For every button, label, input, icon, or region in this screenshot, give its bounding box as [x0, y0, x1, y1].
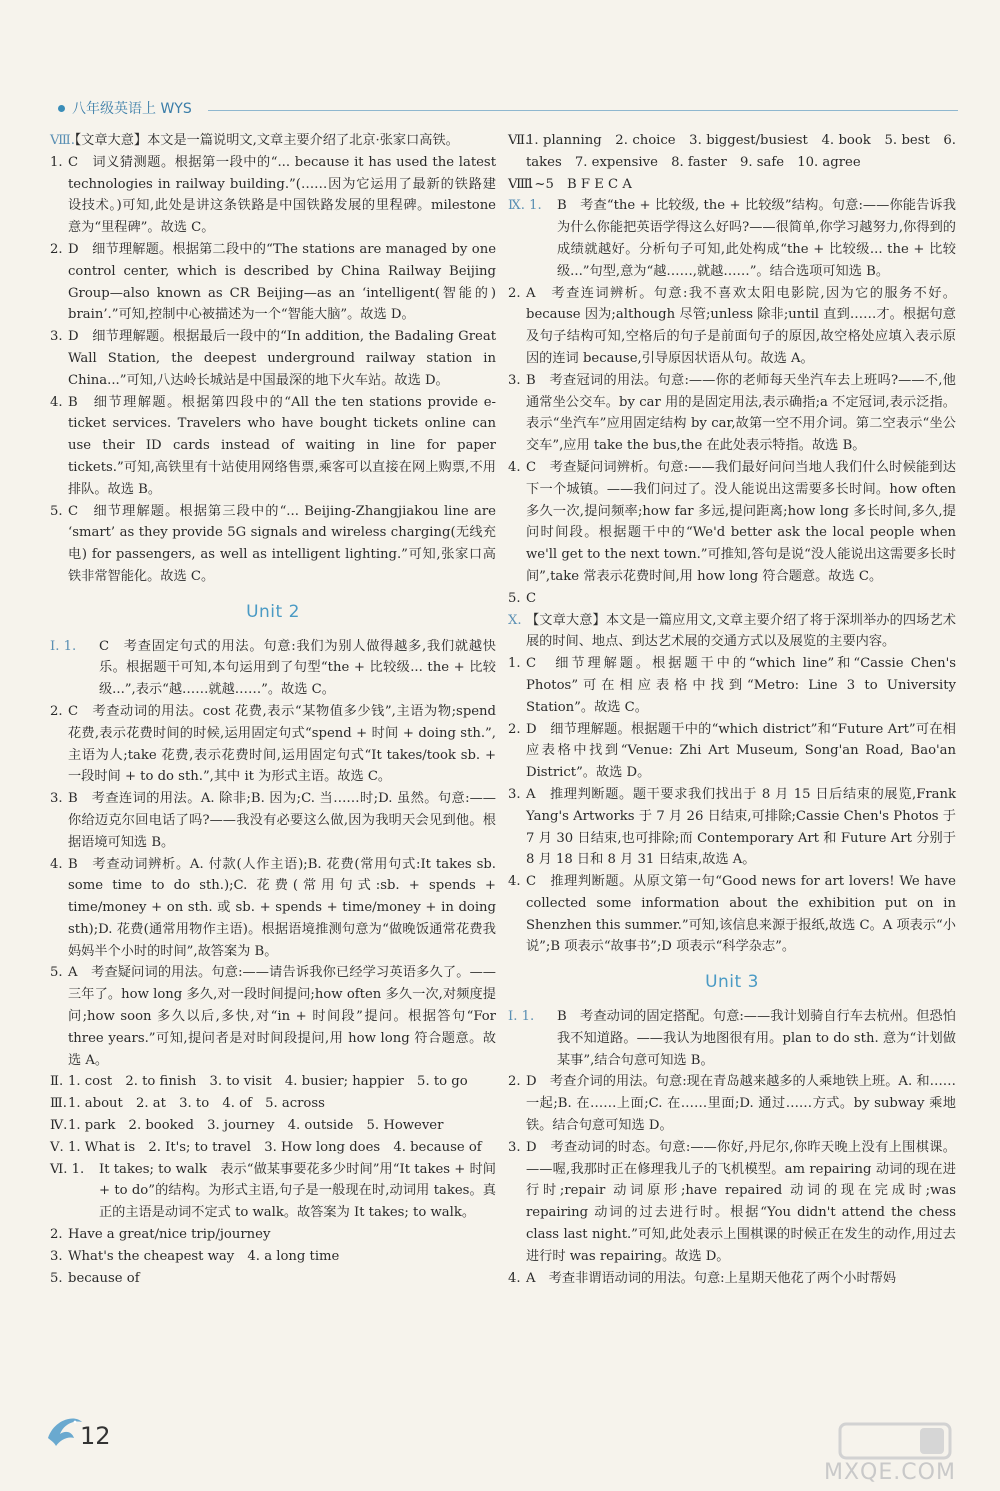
- item-text: D 细节理解题。根据题干中的“which district”和“Future Art”可在相应表格中找到“Venue: Zhi Art Museum, Song'an Road, Bao'an District”。故选 D。: [526, 721, 956, 781]
- answer-item: [50, 854, 496, 963]
- page-header: [58, 98, 958, 120]
- item-number: Ⅹ.: [508, 612, 522, 628]
- answer-item: [50, 1246, 496, 1268]
- item-number: 1.: [508, 656, 521, 672]
- answer-item: [50, 1159, 496, 1224]
- item-text: D 考查动词的时态。句意:——你好,丹尼尔,你昨天晚上没有上围棋课。——喔,我那时正在修理我儿子的飞机模型。am repairing 动词的现在进行时;repair 动词原形;have repaired 动词的现在完成时;was repairing 动词的过去进行时。根据“You didn't attend the chess class last night.”可知,此处表示上围棋课的时候正在发生的动作,用过去进行时 was repairing。故选 D。: [526, 1139, 956, 1264]
- item-text: C 考查动词的用法。cost 花费,表示“某物值多少钱”,主语为物;spend 花费,表示花费时间的时候,运用固定句式“spend + 时间 + doing sth.”,主语为人;take 花费,表示花费时间,运用固定句式“It takes/took sb. + 一段时间 + to do sth.”,其中 it 为形式主语。故选 C。: [68, 703, 496, 785]
- item-text: B 考查连词的用法。A. 除非;B. 因为;C. 当……时;D. 虽然。句意:——你给迈克尔回电话了吗?——我没有必要这么做,因为我明天会见到他。根据语境可知选 B。: [68, 791, 496, 850]
- answer-item: [50, 239, 496, 326]
- item-text: because of: [68, 1270, 140, 1286]
- item-number: 4.: [508, 1270, 521, 1286]
- item-number: 2.: [50, 241, 63, 257]
- answer-item: [50, 788, 496, 853]
- answer-item: [50, 392, 496, 501]
- item-number: Ⅱ.: [50, 1074, 64, 1090]
- item-number: Ⅰ. 1.: [50, 638, 77, 654]
- answer-item: [508, 653, 956, 718]
- answer-item: [508, 370, 956, 457]
- item-number: 2.: [508, 1074, 521, 1090]
- item-text: B 考查“the + 比较级, the + 比较级”结构。句意:——你能告诉我为什么你能把英语学得这么好吗?——很简单,你学习越努力,你得到的成绩就越好。分析句子可知,此处构成“the + 比较级... the + 比较级...”句型,意为“越……,就越……”。结合选项可知选 B。: [557, 198, 956, 279]
- item-number: 4.: [50, 856, 63, 872]
- item-number: 3.: [50, 791, 63, 807]
- left-column: [50, 130, 496, 1289]
- unit-heading: Unit 2: [246, 601, 300, 622]
- item-text: D 细节理解题。根据第二段中的“The stations are managed by one control center, which is described by China Railway Beijing Group—also known as CR Beijing—as an ‘intelligent(智能的) brain’.”可知,控制中心被描述为一个“智能大脑”。故选 D。: [68, 241, 496, 323]
- answer-item: [508, 1071, 956, 1136]
- item-number: Ⅸ. 1.: [508, 198, 542, 214]
- answer-item: [50, 326, 496, 391]
- item-number: 4.: [508, 459, 521, 475]
- item-text: A 考查连词辨析。句意:我不喜欢太阳电影院,因为它的服务不好。because 因为;although 尽管;unless 除非;until 直到……才。根据句意及句子结构可知,空格后的句子是前面句子的原因,故空格处应填入表示原因的连词 because,引导原因状语从句。故选 A。: [526, 285, 956, 366]
- item-text: B 细节理解题。根据第四段中的“All the ten stations provide e-ticket services. Travelers who have bought tickets online can use their ID cards instead of waiting in line for paper tickets.”可知,高铁里有十站使用网络售票,乘客可以直接在网上购票,不用排队。故选 B。: [68, 394, 496, 497]
- right-column: [508, 130, 956, 1289]
- item-number: 3.: [50, 329, 63, 345]
- bullet-icon: [58, 105, 65, 112]
- item-number: 5.: [50, 965, 63, 981]
- item-text: D 细节理解题。根据最后一段中的“In addition, the Badaling Great Wall Station, the deepest underground railway station in China...”可知,八达岭长城站是中国最深的地下火车站。故选 D。: [68, 329, 496, 388]
- item-number: 5.: [508, 590, 521, 606]
- answer-item: [50, 1115, 496, 1137]
- item-number: Ⅰ. 1.: [508, 1009, 535, 1025]
- item-number: 1.: [50, 154, 63, 170]
- item-number: 4.: [508, 874, 521, 890]
- answer-item: [508, 610, 956, 654]
- item-text: What's the cheapest way 4. a long time: [68, 1248, 340, 1264]
- item-text: It takes; to walk 表示“做某事要花多少时间”用“It takes + 时间 + to do”的结构。为形式主语,句子是一般现在时,动词用 takes。真正的主语是动词不定式 to walk。故答案为 It takes; to walk。: [99, 1161, 496, 1221]
- answer-item: [50, 701, 496, 788]
- answer-item: [50, 130, 496, 152]
- item-number: 5.: [50, 1270, 63, 1286]
- answer-item: [508, 174, 956, 196]
- item-text: 1. park 2. booked 3. journey 4. outside 5. However: [68, 1118, 444, 1134]
- item-text: Have a great/nice trip/journey: [68, 1227, 271, 1243]
- running-title: 八年级英语上 WYS: [72, 101, 192, 117]
- answer-item: [508, 283, 956, 370]
- answer-item: [50, 1137, 496, 1159]
- answer-item: [508, 130, 956, 174]
- item-number: Ⅳ.: [50, 1118, 68, 1134]
- item-text: 1. planning 2. choice 3. biggest/busiest 4. book 5. best 6. takes 7. expensive 8. faster 9. safe 10. agree: [526, 133, 956, 170]
- item-text: B 考查动词辨析。A. 付款(人作主语);B. 花费(常用句式:It takes sb. some time to do sth.);C. 花费(常用句式:sb. + spends + time/money + on sth. 或 sb. + spends + time/money + in doing sth);D. 花费(通常用物作主语)。根据语境推测句意为“做晚饭通常花费我妈妈半个小时的时间”,故答案为 B。: [68, 856, 496, 959]
- item-number: 2.: [50, 703, 63, 719]
- item-text: 1~5 B F E C A: [526, 176, 632, 192]
- answer-item: [50, 1224, 496, 1246]
- item-text: A 考查疑问词的用法。句意:——请告诉我你已经学习英语多久了。——三年了。how long 多久,对一段时间提问;how often 多久一次,对频度提问;how soon 多久以后,多快,对“in + 时间段”提问。根据答句“For three years.”可知,提问者是对时间段提问,用 how long 符合题意。故选 A。: [68, 965, 496, 1068]
- item-number: 3.: [50, 1248, 63, 1264]
- watermark-text: MXQE.COM: [824, 1460, 956, 1485]
- item-text: B 考查动词的固定搭配。句意:——我计划骑自行车去杭州。但恐怕我不知道路。——我认为地图很有用。plan to do sth. 意为“计划做某事”,结合句意可知选 B。: [557, 1009, 956, 1068]
- item-text: C: [526, 590, 537, 606]
- answer-item: [50, 152, 496, 239]
- item-number: Ⅷ.: [508, 176, 533, 192]
- item-text: 1. cost 2. to finish 3. to visit 4. busier; happier 5. to go: [68, 1074, 468, 1090]
- answer-item: [508, 871, 956, 958]
- item-text: A 推理判断题。题干要求我们找出于 8 月 15 日后结束的展览,Frank Yang's Artworks 于 7 月 26 日结束,可排除;Cassie Chen's Photos 于 7 月 30 日结束,也可排除;而 Contemporary Art 和 Future Art 分别于 8 月 18 日和 8 月 31 日结束,故选 A。: [526, 786, 956, 868]
- item-text: 1. about 2. at 3. to 4. of 5. across: [68, 1096, 325, 1112]
- answer-item: [50, 1071, 496, 1093]
- answer-item: [50, 962, 496, 1071]
- answer-item: [508, 719, 956, 784]
- answer-item: [50, 636, 496, 701]
- item-text: C 考查疑问词辨析。句意:——我们最好问问当地人我们什么时候能到达下一个城镇。——我们问过了。没人能说出这需要多长时间。how often 多久一次,提问频率;how far 多远,提问距离;how long 多长时间,多久,提问时间段。根据题干中的“We'd better ask the local people when we'll get to the next town.”可推知,答句是说“没人能说出这需要多长时间”,take 常表示花费时间,用 how long 符合题意。故选 C。: [526, 459, 956, 584]
- item-number: Ⅴ.: [50, 1139, 64, 1155]
- item-number: 5.: [50, 503, 63, 519]
- answer-item: [508, 195, 956, 282]
- item-number: 3.: [508, 1139, 521, 1155]
- item-number: 2.: [50, 1227, 63, 1243]
- item-text: 【文章大意】本文是一篇说明文,文章主要介绍了北京·张家口高铁。: [68, 133, 459, 148]
- item-text: C 推理判断题。从原文第一句“Good news for art lovers! We have collected some information about the exhibition put on in Shenzhen this summer.”可知,该信息来源于报纸,故选 C。A 项表示“小说”;B 项表示“故事书”;D 项表示“科学杂志”。: [526, 874, 956, 955]
- item-number: 4.: [50, 394, 63, 410]
- item-text: C 细节理解题。根据题干中的“which line”和“Cassie Chen's Photos”可在相应表格中找到“Metro: Line 3 to University Station”。故选 C。: [526, 656, 956, 715]
- item-number: Ⅵ. 1.: [50, 1161, 85, 1177]
- answer-item: [508, 588, 956, 610]
- item-number: Ⅷ.: [50, 133, 75, 148]
- answer-item: [50, 501, 496, 588]
- item-number: 2.: [508, 285, 521, 301]
- answer-item: [508, 1006, 956, 1071]
- item-text: C 考查固定句式的用法。句意:我们为别人做得越多,我们就越快乐。根据题干可知,本句运用到了句型“the + 比较级... the + 比较级...”,表示“越……就越……”。故选 C。: [99, 638, 496, 698]
- header-rule: [208, 110, 958, 111]
- item-text: C 词义猜测题。根据第一段中的“... because it has used the latest technologies in railway building.”(……因为它运用了最新的铁路建设技术。)可知,此处是讲这条铁路是中国铁路发展的里程碑。milestone 意为“里程碑”。故选 C。: [68, 154, 496, 236]
- item-text: 1. What is 2. It's; to travel 3. How long does 4. because of: [68, 1139, 482, 1155]
- answer-item: [508, 457, 956, 588]
- item-text: C 细节理解题。根据第三段中的“... Beijing-Zhangjiakou line are ‘smart’ as they provide 5G signals and wireless charging(无线充电) for passengers, as well as intelligent lighting.”可知,张家口高铁非常智能化。故选 C。: [68, 503, 496, 584]
- answer-item: [50, 1268, 496, 1290]
- answer-item: [508, 1137, 956, 1268]
- item-text: A 考查非谓语动词的用法。句意:上星期天他花了两个小时帮妈: [526, 1270, 897, 1286]
- item-text: 【文章大意】本文是一篇应用文,文章主要介绍了将于深圳举办的四场艺术展的时间、地点、到达艺术展的交通方式以及展览的主要内容。: [526, 612, 956, 650]
- answer-item: [508, 784, 956, 871]
- item-number: 3.: [508, 372, 521, 388]
- answer-item: [50, 1093, 496, 1115]
- item-number: 3.: [508, 786, 521, 802]
- item-number: 2.: [508, 721, 521, 737]
- item-number: Ⅶ.: [508, 133, 530, 148]
- answer-item: [508, 1268, 956, 1290]
- item-text: B 考查冠词的用法。句意:——你的老师每天坐汽车去上班吗?——不,他通常坐公交车。by car 用的是固定用法,表示确指;a 不定冠词,表示泛指。表示“坐汽车”应用固定结构 by car,故第一空不用介词。第二空表示“坐公交车”,应用 take the bus,the 在此处表示特指。故选 B。: [526, 372, 956, 454]
- item-number: Ⅲ.: [50, 1096, 67, 1112]
- unit-heading: Unit 3: [705, 972, 759, 993]
- page-number: 12: [80, 1422, 111, 1450]
- item-text: D 考查介词的用法。句意:现在青岛越来越多的人乘地铁上班。A. 和……一起;B. 在……上面;C. 在……里面;D. 通过……方式。by subway 乘地铁。结合句意可知选 D。: [526, 1074, 956, 1134]
